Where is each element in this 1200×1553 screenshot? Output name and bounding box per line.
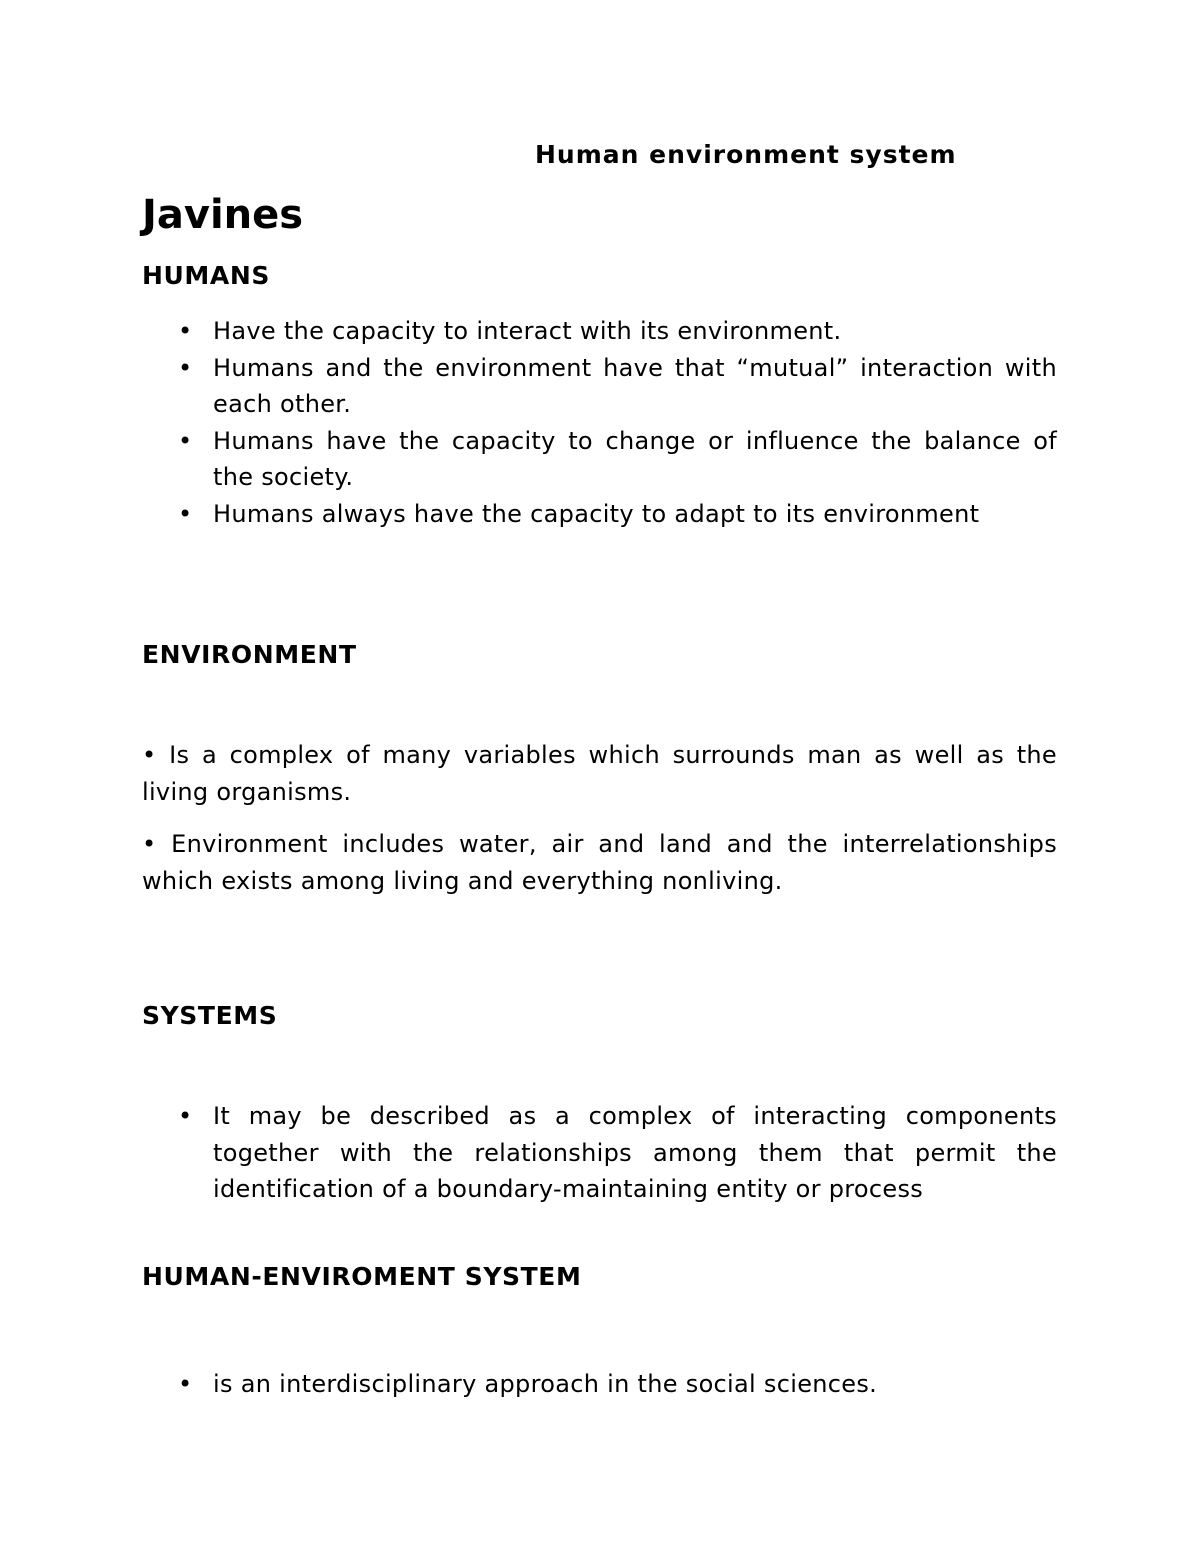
list-item xyxy=(142,423,1057,496)
list-item-text: Humans have the capacity to change or influence the balance of the society. xyxy=(213,426,1057,491)
list-item xyxy=(142,496,1057,533)
list-item-text: It may be described as a complex of interacting components together with the relationships among them that permit the identification of a boundary-maintaining entity or process xyxy=(213,1102,1057,1203)
bullet-icon: • xyxy=(178,426,193,455)
bullet-icon: • xyxy=(178,1102,193,1130)
bullet-icon: • xyxy=(178,1370,193,1398)
bullet-icon: • xyxy=(178,353,193,382)
humans-bullet-list xyxy=(142,313,1057,532)
section-heading-systems: SYSTEMS xyxy=(142,1001,278,1030)
environment-paragraph: • Is a complex of many variables which surrounds man as well as the living organisms. xyxy=(142,741,1057,806)
bullet-icon: • xyxy=(178,499,193,528)
list-item-text: Humans and the environment have that “mutual” interaction with each other. xyxy=(213,353,1057,418)
human-environment-system-bullet-list xyxy=(142,1366,1057,1403)
author-name: Javines xyxy=(142,192,304,238)
list-item xyxy=(142,1366,1057,1403)
list-item-text: Have the capacity to interact with its environment. xyxy=(213,317,842,345)
section-heading-humans: HUMANS xyxy=(142,261,270,290)
section-heading-environment: ENVIRONMENT xyxy=(142,640,357,669)
list-item xyxy=(142,313,1057,350)
bullet-icon: • xyxy=(178,317,193,345)
list-item xyxy=(142,1098,1057,1208)
list-item xyxy=(142,350,1057,423)
document-header-title: Human environment system xyxy=(535,140,957,169)
environment-paragraph: • Environment includes water, air and land and the interrelationships which exists among living and everything nonliving. xyxy=(142,830,1057,895)
systems-bullet-list xyxy=(142,1098,1057,1208)
list-item-text: Humans always have the capacity to adapt to its environment xyxy=(213,499,980,528)
section-heading-human-environment-system: HUMAN-ENVIROMENT SYSTEM xyxy=(142,1262,582,1291)
list-item-text: is an interdisciplinary approach in the social sciences. xyxy=(213,1370,878,1398)
